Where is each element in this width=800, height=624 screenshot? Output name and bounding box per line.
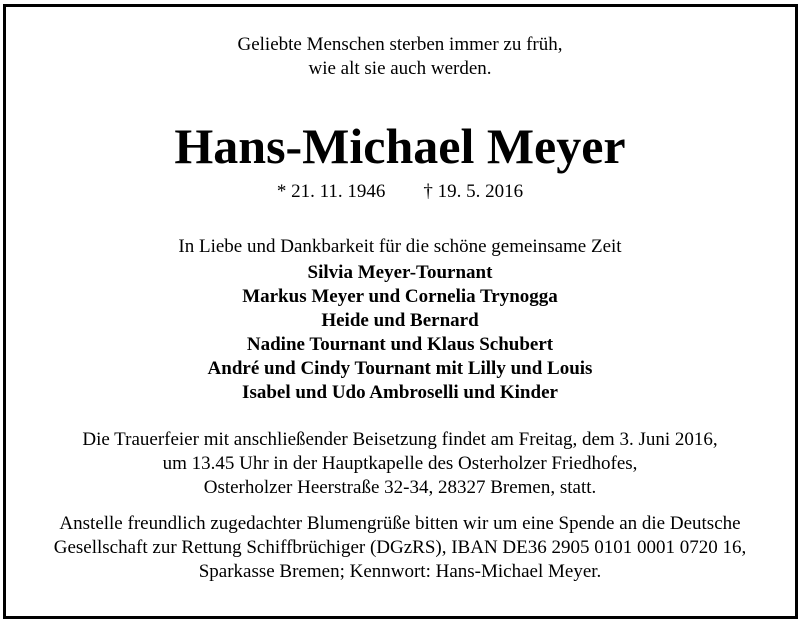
family-line: Markus Meyer und Cornelia Trynogga [242,286,558,307]
ceremony-line: Die Trauerfeier mit anschließender Beisetzung findet am Freitag, dem 3. Juni 2016, [82,429,718,450]
family-line: Silvia Meyer-Tournant [307,262,493,283]
life-dates [0,181,800,203]
family-line: Heide und Bernard [321,310,479,331]
donation-line: Sparkasse Bremen; Kennwort: Hans-Michael Meyer. [198,561,602,582]
donation-line: Anstelle freundlich zugedachter Blumengrüße bitten wir um eine Spende an die Deutsche [59,513,741,534]
ceremony-line: Osterholzer Heerstraße 32-34, 28327 Bremen, statt. [203,477,597,498]
ceremony-line: um 13.45 Uhr in der Hauptkapelle des Osterholzer Friedhofes, [162,453,638,474]
birth-date: * 21. 11. 1946 [276,181,386,202]
motto-line-2: wie alt sie auch werden. [308,58,492,79]
motto-line-1: Geliebte Menschen sterben immer zu früh, [237,34,563,55]
death-date: † 19. 5. 2016 [423,181,524,202]
dedication-text: In Liebe und Dankbarkeit für die schöne gemeinsame Zeit [178,236,622,257]
family-line: Nadine Tournant und Klaus Schubert [246,334,554,355]
deceased-name: Hans-Michael Meyer [174,118,626,174]
family-line: Isabel und Udo Ambroselli und Kinder [242,382,558,403]
family-line: André und Cindy Tournant mit Lilly und Louis [207,358,593,379]
donation-line: Gesellschaft zur Rettung Schiffbrüchiger (DGzRS), IBAN DE36 2905 0101 0001 0720 16, [53,537,747,558]
